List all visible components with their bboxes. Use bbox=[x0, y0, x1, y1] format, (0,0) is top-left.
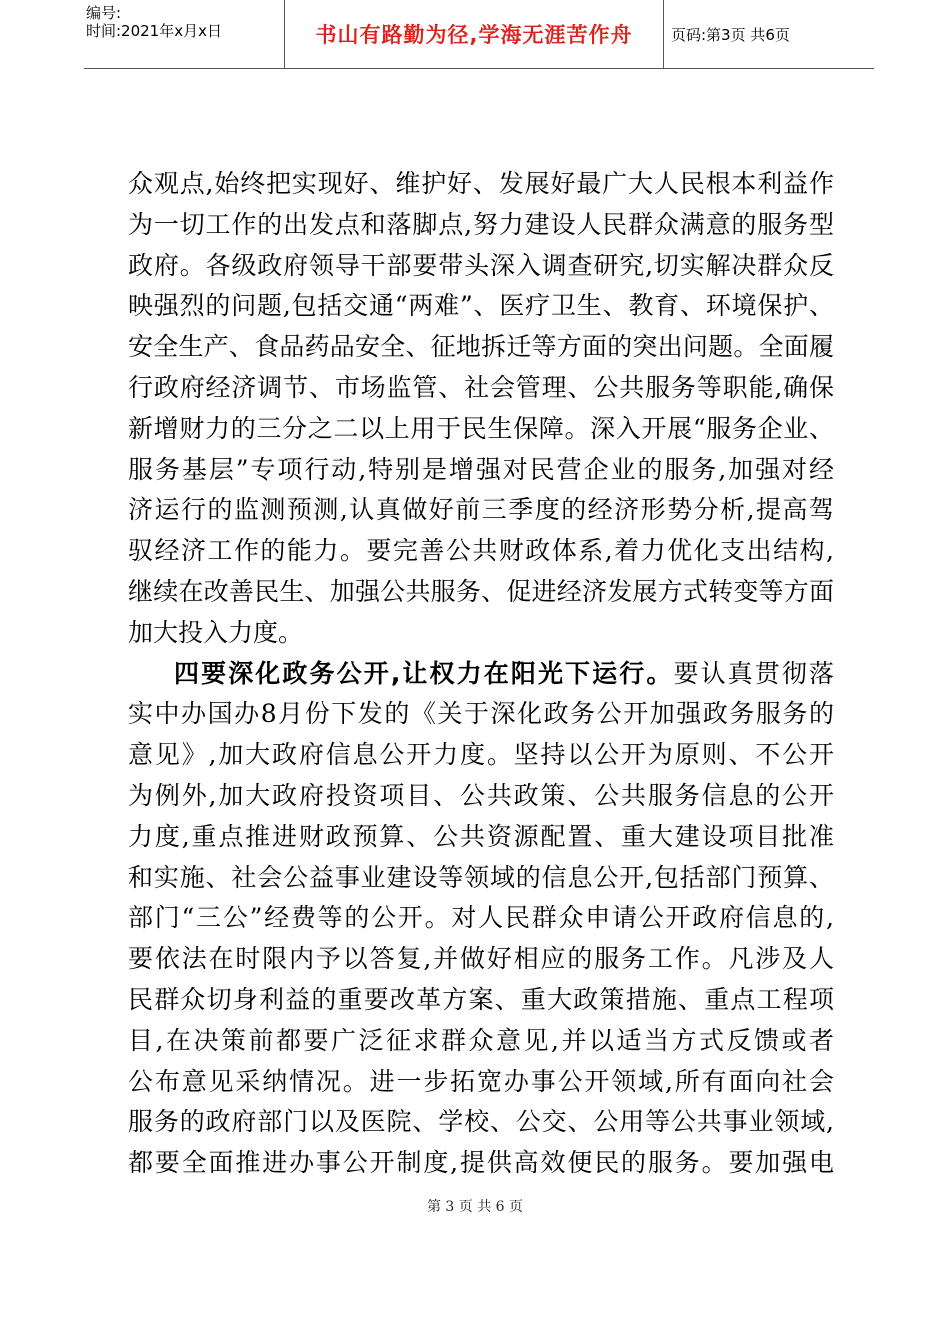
text-line: 安全生产、食品药品安全、征地拆迁等方面的突出问题。全面履 bbox=[128, 332, 834, 362]
header-page-number: 页码:第3页 共6页 bbox=[671, 25, 790, 44]
text-line: 新增财力的三分之二以上用于民生保障。深入开展“服务企业、 bbox=[128, 413, 834, 443]
text-line: 民群众切身利益的重要改革方案、重大政策措施、重点工程项 bbox=[128, 984, 834, 1014]
page-header bbox=[84, 0, 874, 69]
page-footer: 第 3 页 共 6 页 bbox=[426, 1199, 524, 1215]
text-line: 映强烈的问题,包括交通“两难”、医疗卫生、教育、环境保护、 bbox=[128, 291, 834, 321]
text-line: 众观点,始终把实现好、维护好、发展好最广大人民根本利益作 bbox=[128, 169, 834, 198]
text-line: 行政府经济调节、市场监管、社会管理、公共服务等职能,确保 bbox=[128, 372, 834, 402]
text-line: 部门“三公”经费等的公开。对人民群众申请公开政府信息的, bbox=[128, 903, 834, 933]
text-line: 服务基层”专项行动,特别是增强对民营企业的服务,加强对经 bbox=[128, 454, 834, 484]
paragraph-2-first-rest: 要认真贯彻落 bbox=[673, 658, 834, 688]
text-line: 实中办国办8月份下发的《关于深化政务公开加强政务服务的 bbox=[128, 699, 834, 729]
header-motto: 书山有路勤为径,学海无涯苦作舟 bbox=[315, 23, 633, 47]
text-line: 服务的政府部门以及医院、学校、公交、公用等公共事业领域, bbox=[128, 1107, 834, 1137]
document-body bbox=[128, 164, 834, 1184]
paragraph-2-heading: 四要深化政务公开,让权力在阳光下运行。 bbox=[174, 658, 674, 688]
text-line: 公布意见采纳情况。进一步拓宽办事公开领域,所有面向社会 bbox=[128, 1066, 834, 1096]
text-line: 为例外,加大政府投资项目、公共政策、公共服务信息的公开 bbox=[128, 780, 834, 810]
paragraph-2-first-line bbox=[128, 654, 834, 695]
text-line: 目,在决策前都要广泛征求群众意见,并以适当方式反馈或者 bbox=[128, 1025, 834, 1055]
text-line: 继续在改善民生、加强公共服务、促进经济发展方式转变等方面 bbox=[128, 576, 834, 606]
text-line: 济运行的监测预测,认真做好前三季度的经济形势分析,提高驾 bbox=[128, 495, 834, 525]
paragraph-2 bbox=[128, 654, 834, 1184]
text-line: 和实施、社会公益事业建设等领域的信息公开,包括部门预算、 bbox=[128, 862, 834, 892]
header-motto-cell bbox=[284, 0, 664, 68]
text-line: 驭经济工作的能力。要完善公共财政体系,着力优化支出结构, bbox=[128, 536, 834, 566]
text-line: 都要全面推进办事公开制度,提供高效便民的服务。要加强电 bbox=[128, 1148, 834, 1178]
text-line: 力度,重点推进财政预算、公共资源配置、重大建设项目批准 bbox=[128, 821, 834, 851]
text-line: 意见》,加大政府信息公开力度。坚持以公开为原则、不公开 bbox=[128, 740, 834, 770]
document-number-label: 编号: bbox=[86, 4, 122, 22]
paragraph-1 bbox=[128, 164, 834, 654]
document-date: 时间:2021年x月x日 bbox=[86, 22, 222, 40]
text-line: 为一切工作的出发点和落脚点,努力建设人民群众满意的服务型 bbox=[128, 209, 834, 239]
text-line: 加大投入力度。 bbox=[128, 617, 304, 647]
header-meta bbox=[84, 0, 284, 68]
header-page-cell bbox=[663, 0, 874, 68]
text-line: 要依法在时限内予以答复,并做好相应的服务工作。凡涉及人 bbox=[128, 944, 834, 974]
text-line: 政府。各级政府领导干部要带头深入调查研究,切实解决群众反 bbox=[128, 250, 834, 280]
